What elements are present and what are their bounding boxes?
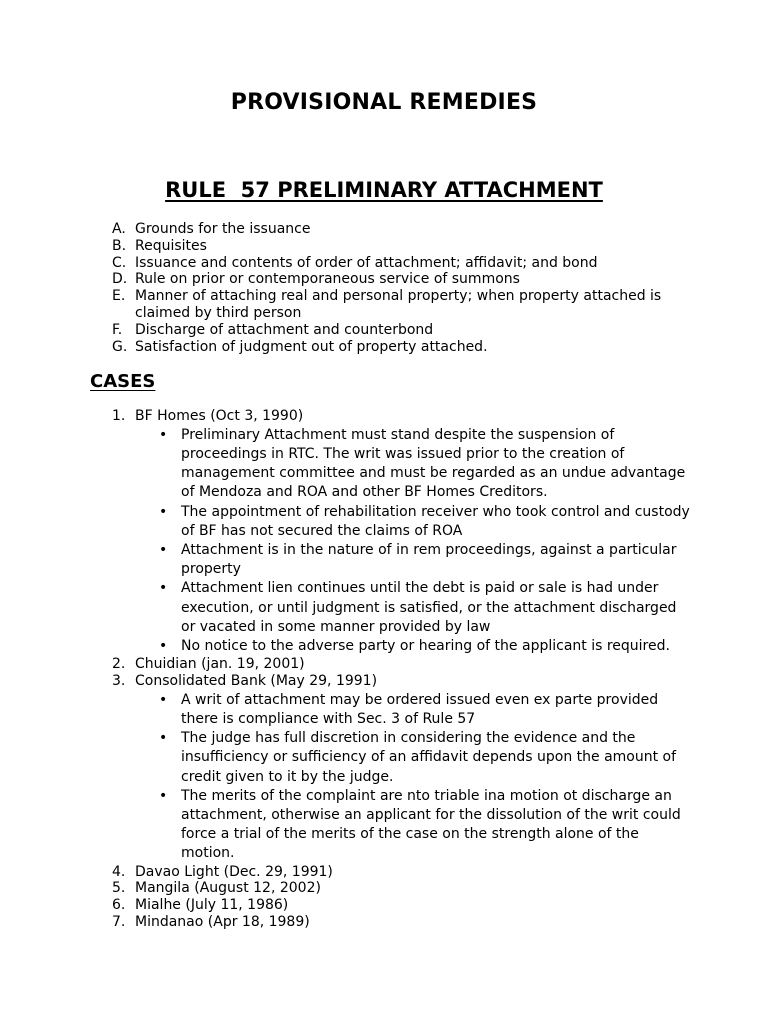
case-point xyxy=(135,426,692,503)
case-item xyxy=(112,880,692,897)
case-title: Mindanao (Apr 18, 1989) xyxy=(135,914,310,931)
topic-marker: C. xyxy=(112,254,127,271)
topic-item xyxy=(112,271,672,288)
case-point-text: Preliminary Attachment must stand despite the suspension of proceedings in RTC. The writ was issued prior to the creation of management committee and must be regarded as an undue advantage of Mendoza and ROA and other BF Homes Creditors. xyxy=(181,426,686,501)
case-point-text: No notice to the adverse party or hearing of the applicant is required. xyxy=(181,638,670,655)
topic-text: Grounds for the issuance xyxy=(135,221,311,237)
case-point-text: The judge has full discretion in considering the evidence and the insufficiency or sufficiency of an affidavit depends upon the amount of credit given to it by the judge. xyxy=(181,730,677,785)
case-title: BF Homes (Oct 3, 1990) xyxy=(135,408,304,424)
topic-marker: F. xyxy=(112,321,123,338)
case-point-text: The merits of the complaint are nto triable ina motion ot discharge an attachment, otherwise an applicant for the dissolution of the writ could force a trial of the merits of the case on the strength alone of the motion. xyxy=(181,787,681,862)
case-title: Mialhe (July 11, 1986) xyxy=(135,897,289,914)
case-point xyxy=(135,637,692,656)
topic-item xyxy=(112,221,672,238)
case-list xyxy=(112,408,692,931)
case-point xyxy=(135,787,692,864)
case-title: Chuidian (jan. 19, 2001) xyxy=(135,656,305,673)
bullet-icon: • xyxy=(159,787,168,804)
case-item xyxy=(112,864,692,881)
document-title: PROVISIONAL REMEDIES xyxy=(230,90,538,115)
bullet-icon: • xyxy=(159,730,168,747)
bullet-icon: • xyxy=(159,503,168,520)
case-point xyxy=(135,503,692,541)
topic-marker: G. xyxy=(112,338,128,355)
topic-item xyxy=(112,322,672,339)
rule-title xyxy=(0,178,768,202)
case-number: 2. xyxy=(112,656,126,673)
case-number: 7. xyxy=(112,914,126,931)
topic-text: Issuance and contents of order of attachment; affidavit; and bond xyxy=(135,254,598,271)
topic-item xyxy=(112,238,672,255)
bullet-icon: • xyxy=(159,580,168,597)
topic-item xyxy=(112,288,672,322)
case-item xyxy=(112,914,692,931)
topic-item xyxy=(112,255,672,272)
topic-text: Satisfaction of judgment out of property attached. xyxy=(135,338,488,355)
rule-title-text: RULE 57 PRELIMINARY ATTACHMENT xyxy=(165,178,603,202)
bullet-icon: • xyxy=(159,691,168,708)
case-point xyxy=(135,579,692,637)
case-number: 5. xyxy=(112,880,126,897)
case-item xyxy=(112,656,692,673)
case-number: 4. xyxy=(112,863,126,880)
case-point xyxy=(135,691,692,729)
bullet-icon: • xyxy=(159,426,168,443)
case-number: 1. xyxy=(112,408,126,424)
case-number: 3. xyxy=(112,673,126,690)
case-number: 6. xyxy=(112,897,126,914)
case-points xyxy=(135,691,692,864)
topic-text: Manner of attaching real and personal property; when property attached is claimed by third person xyxy=(135,288,662,321)
bullet-icon: • xyxy=(159,542,168,559)
topic-text: Discharge of attachment and counterbond xyxy=(135,321,434,338)
topic-text: Rule on prior or contemporaneous service of summons xyxy=(135,271,520,288)
topic-marker: B. xyxy=(112,237,127,254)
case-title: Mangila (August 12, 2002) xyxy=(135,880,321,897)
cases-heading: CASES xyxy=(90,371,156,392)
case-item xyxy=(112,408,692,656)
case-point xyxy=(135,541,692,579)
case-point xyxy=(135,729,692,787)
topic-marker: E. xyxy=(112,288,126,305)
case-point-text: The appointment of rehabilitation receiver who took control and custody of BF has not secured the claims of ROA xyxy=(181,503,690,539)
case-title: Davao Light (Dec. 29, 1991) xyxy=(135,863,333,880)
case-point-text: Attachment lien continues until the debt is paid or sale is had under execution, or until judgment is satisfied, or the attachment discharged or vacated in some manner provided by law xyxy=(181,580,677,635)
case-item xyxy=(112,897,692,914)
case-points xyxy=(135,426,692,656)
topic-text: Requisites xyxy=(135,237,207,254)
case-title: Consolidated Bank (May 29, 1991) xyxy=(135,673,378,690)
case-point-text: A writ of attachment may be ordered issued even ex parte provided there is compliance with Sec. 3 of Rule 57 xyxy=(181,691,659,728)
topic-item xyxy=(112,339,672,356)
topic-marker: A. xyxy=(112,221,126,237)
topic-list xyxy=(112,221,672,355)
bullet-icon: • xyxy=(159,638,168,655)
case-item xyxy=(112,673,692,864)
topic-marker: D. xyxy=(112,271,128,288)
case-point-text: Attachment is in the nature of in rem proceedings, against a particular property xyxy=(181,542,677,578)
